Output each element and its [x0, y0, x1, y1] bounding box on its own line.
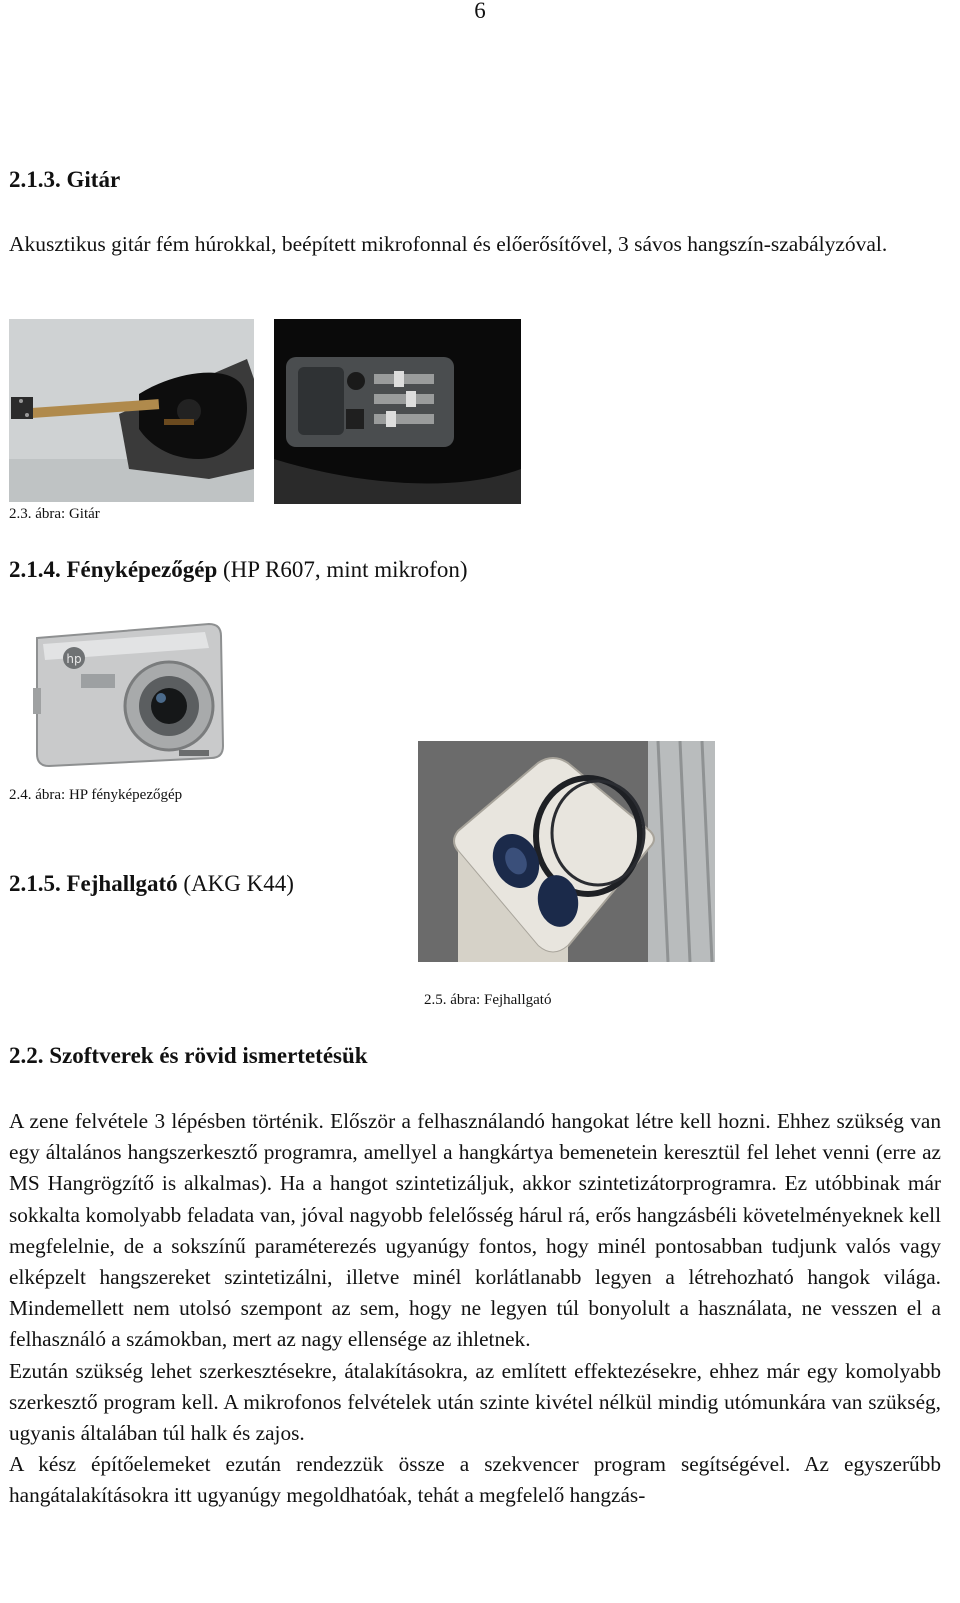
figure-caption-headphones: 2.5. ábra: Fejhallgató: [424, 992, 552, 1008]
section-heading-software: [9, 1043, 368, 1069]
page-number: 6: [474, 0, 486, 23]
body-paragraph-3: A kész építőelemeket ezután rendezzük össze a szekvencer program segítségével. Az egyszerűbb hangátalakításokra itt ugyanúgy megoldhatóak, tehát a megfelelő hangzás-: [9, 1452, 941, 1508]
guitar-preamp-photo: [274, 319, 521, 504]
section-heading-headphones: [9, 871, 294, 897]
section-heading-guitar: [9, 167, 120, 193]
guitar-description: Akusztikus gitár fém húrokkal, beépített mikrofonnal és előerősítővel, 3 sávos hangszín-szabályzóval.: [9, 232, 888, 256]
section-number: 2.1.3.: [9, 167, 61, 192]
section-note: (AKG K44): [183, 871, 294, 896]
section-number: 2.2.: [9, 1043, 44, 1068]
figure-caption-guitar: 2.3. ábra: Gitár: [9, 506, 100, 522]
section-heading-camera: [9, 557, 468, 583]
section-number: 2.1.4.: [9, 557, 61, 582]
body-paragraph-2: Ezután szükség lehet szerkesztésekre, átalakításokra, az említett effektezésekre, ehhez már egy komolyabb szerkesztő program kell. A mikrofonos felvételek után szinte kivétel nélkül mindig utómunkára van szükség, ugyanis általában túl halk és zajos.: [9, 1358, 941, 1446]
section-title: Fejhallgató: [66, 871, 178, 896]
section-title: Fényképezőgép: [66, 557, 218, 582]
figure-caption-camera: 2.4. ábra: HP fényképezőgép: [9, 787, 183, 803]
section-title: Gitár: [66, 167, 121, 192]
camera-badge: hp: [66, 652, 82, 666]
section-number: 2.1.5.: [9, 871, 61, 896]
body-text: [9, 1106, 941, 1512]
body-paragraph-1: A zene felvétele 3 lépésben történik. Először a felhasználandó hangokat létre kell hozni. Ehhez szükség van egy általános hangszerkesztő programra, amellyel a hangkártya bemenetein keresztül fel lehet venni (erre az MS Hangrögzítő is alkalmas). Ha a hangot szintetizáljuk, akkor szintetizátorprogramra. Ez utóbbinak már sokkalta komolyabb feladata van, jóval nagyobb felelősség hárul rá, erős hangzásbéli követelményeknek kell megfelelnie, de a sokszínű paraméterezés ugyanúgy fontos, hogy minél pontosabban tudjunk valós vagy elképzelt hangszereket szintetizálni, illetve minél korlátlanabb legyen a létrehozható hangok világa. Mindemellett nem utolsó szempont az sem, hogy ne legyen túl bonyolult a használata, ne vesszen el a felhasználó a számokban, mert az nagy ellensége az ihletnek.: [9, 1109, 941, 1352]
guitar-photo: [9, 319, 254, 502]
section-title: Szoftverek és rövid ismertetésük: [49, 1043, 368, 1068]
camera-photo: [9, 618, 231, 768]
headphones-photo: [418, 741, 715, 962]
section-note: (HP R607, mint mikrofon): [223, 557, 468, 582]
